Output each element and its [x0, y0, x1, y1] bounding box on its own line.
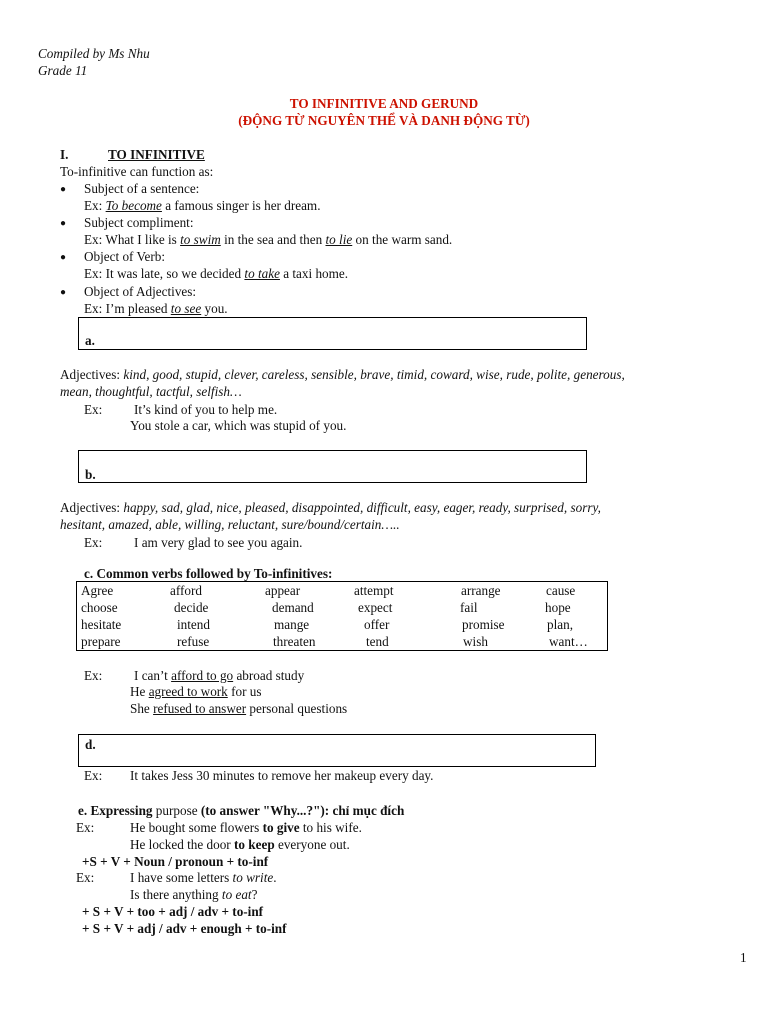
bullet-icon: ●	[60, 252, 67, 263]
table-row	[77, 599, 607, 616]
table-cell: cause	[546, 583, 576, 598]
section-heading: TO INFINITIVE	[108, 147, 205, 162]
example-text: He locked the door to keep everyone out.	[130, 837, 350, 852]
table-cell: choose	[81, 600, 118, 615]
blank-box-b[interactable]	[78, 450, 587, 483]
compiled-by: Compiled by Ms Nhu	[38, 46, 150, 61]
table-cell: attempt	[354, 583, 394, 598]
function-example: Ex: What I like is to swim in the sea and then to lie on the warm sand.	[84, 232, 453, 247]
table-cell: plan,	[547, 617, 574, 632]
example-text: I am very glad to see you again.	[134, 535, 303, 550]
table-row	[77, 616, 607, 633]
bullet-icon: ●	[60, 184, 67, 195]
table-cell: refuse	[177, 634, 210, 649]
grade-label: Grade 11	[38, 63, 88, 78]
table-cell: demand	[272, 600, 314, 615]
example-text: I have some letters to write.	[130, 870, 277, 885]
adjectives-list-line: hesitant, amazed, able, willing, reluctant, sure/bound/certain…..	[60, 517, 400, 532]
example-label: Ex:	[76, 820, 95, 835]
table-cell: fail	[460, 600, 478, 615]
box-label: d.	[85, 737, 96, 752]
page-number: 1	[740, 950, 747, 965]
table-cell: want…	[549, 634, 588, 649]
function-label: Subject of a sentence:	[84, 181, 200, 196]
blank-box-d[interactable]	[78, 734, 596, 767]
blank-box-a[interactable]	[78, 317, 587, 350]
bullet-icon: ●	[60, 287, 67, 298]
table-cell: prepare	[81, 634, 121, 649]
table-cell: intend	[177, 617, 210, 632]
example-text: He agreed to work for us	[130, 684, 262, 699]
function-label: Subject compliment:	[84, 215, 194, 230]
verbs-table	[76, 581, 608, 651]
title-line-1: TO INFINITIVE AND GERUND	[289, 96, 479, 111]
table-cell: Agree	[81, 583, 114, 598]
function-label: Object of Adjectives:	[84, 284, 197, 299]
example-text: He bought some flowers to give to his wife.	[130, 820, 362, 835]
table-cell: hope	[545, 600, 571, 615]
formula: + S + V + too + adj / adv + to-inf	[82, 904, 264, 919]
function-example: Ex: To become a famous singer is her dream.	[84, 198, 321, 213]
table-cell: tend	[366, 634, 389, 649]
table-cell: expect	[358, 600, 393, 615]
example-label: Ex:	[84, 535, 103, 550]
table-row	[77, 582, 607, 599]
section-e-heading: e. Expressing purpose (to answer "Why...?"): chỉ mục đích	[78, 803, 405, 818]
function-label: Object of Verb:	[84, 249, 166, 264]
box-label: a.	[85, 333, 95, 348]
example-text: I can’t afford to go abroad study	[134, 668, 305, 683]
table-cell: offer	[364, 617, 390, 632]
title-line-2: (ĐỘNG TỪ NGUYÊN THỂ VÀ DANH ĐỘNG TỪ)	[238, 113, 530, 128]
example-label: Ex:	[76, 870, 95, 885]
table-cell: afford	[170, 583, 202, 598]
function-example: Ex: It was late, so we decided to take a taxi home.	[84, 266, 349, 281]
example-text: It’s kind of you to help me.	[134, 402, 278, 417]
box-label: b.	[85, 467, 96, 482]
bullet-icon: ●	[60, 218, 67, 229]
function-example: Ex: I’m pleased to see you.	[84, 301, 228, 316]
adjectives-list-line: Adjectives: happy, sad, glad, nice, pleased, disappointed, difficult, easy, eager, ready, surprised, sorry,	[60, 500, 601, 515]
example-label: Ex:	[84, 668, 103, 683]
section-number: I.	[60, 147, 69, 162]
table-cell: arrange	[461, 583, 501, 598]
adjectives-list-line: Adjectives: kind, good, stupid, clever, careless, sensible, brave, timid, coward, wise, rude, polite, generous,	[60, 367, 625, 382]
example-text: Is there anything to eat?	[130, 887, 258, 902]
formula: +S + V + Noun / pronoun + to-inf	[82, 854, 269, 869]
formula: + S + V + adj / adv + enough + to-inf	[82, 921, 287, 936]
table-cell: wish	[463, 634, 488, 649]
table-cell: decide	[174, 600, 209, 615]
table-cell: mange	[274, 617, 310, 632]
table-row	[77, 633, 607, 650]
example-label: Ex:	[84, 402, 103, 417]
table-cell: promise	[462, 617, 505, 632]
section-intro: To-infinitive can function as:	[60, 164, 214, 179]
table-cell: hesitate	[81, 617, 122, 632]
example-text: She refused to answer personal questions	[130, 701, 348, 716]
example-text: You stole a car, which was stupid of you.	[130, 418, 347, 433]
example-text: It takes Jess 30 minutes to remove her makeup every day.	[130, 768, 434, 783]
section-c-heading: c. Common verbs followed by To-infinitives:	[84, 566, 333, 581]
example-label: Ex:	[84, 768, 103, 783]
table-cell: threaten	[273, 634, 316, 649]
table-cell: appear	[265, 583, 301, 598]
adjectives-list-line: mean, thoughtful, tactful, selfish…	[60, 384, 242, 399]
